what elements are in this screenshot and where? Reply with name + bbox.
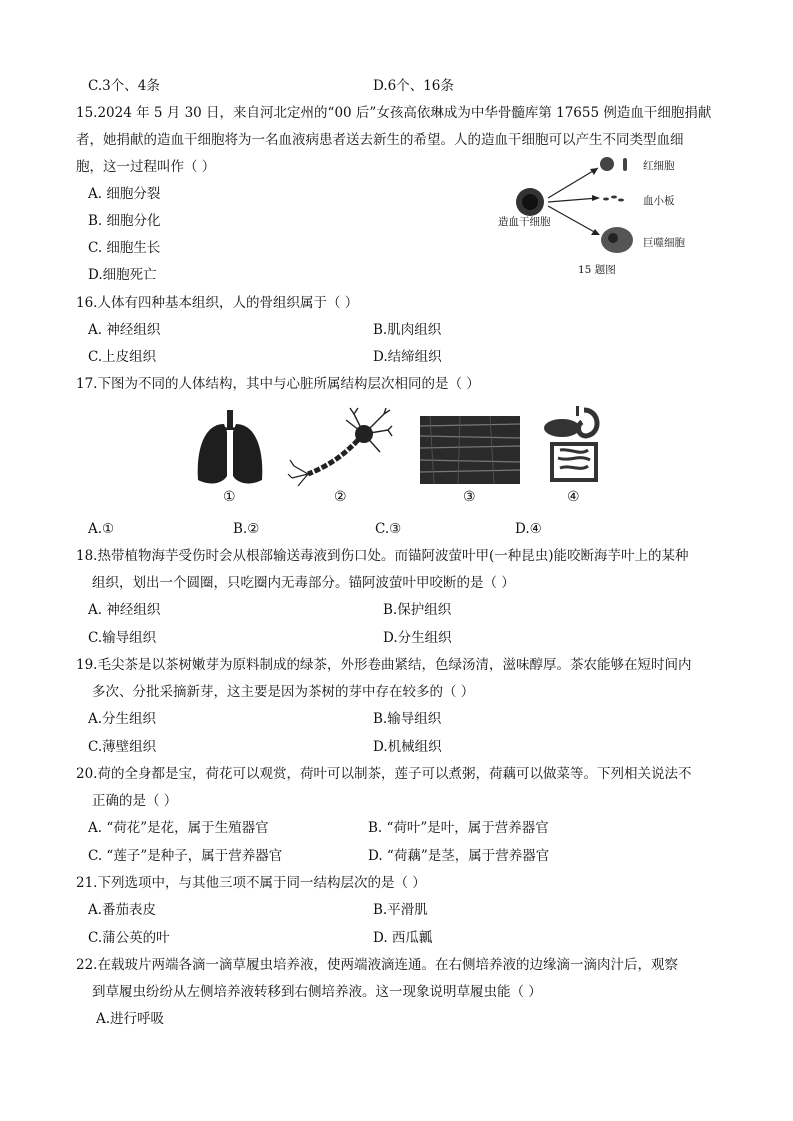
q20-option-b: B. “荷叶”是叶，属于营养器官 bbox=[368, 820, 549, 836]
q15-option-a: A. 细胞分裂 bbox=[88, 186, 161, 202]
q18-option-a: A. 神经组织 bbox=[88, 602, 161, 618]
q18-stem-line2: 组织，划出一个圆圈，只吃圈内无毒部分。锚阿波萤叶甲咬断的是（ ） bbox=[92, 575, 515, 591]
q16-option-c: C.上皮组织 bbox=[88, 349, 157, 365]
q19-option-d: D.机械组织 bbox=[373, 739, 442, 755]
q18-option-b: B.保护组织 bbox=[383, 602, 452, 618]
q14-option-d: D.6个、16条 bbox=[373, 78, 454, 94]
q18-stem-line1: 18.热带植物海芋受伤时会从根部输送毒液到伤口处。而锚阿波萤叶甲(一种昆虫)能咬断海芋叶上的某种 bbox=[76, 548, 689, 564]
q21-option-c: C.蒲公英的叶 bbox=[88, 930, 170, 946]
q19-option-b: B.输导组织 bbox=[373, 711, 442, 727]
q17-caption-3: ③ bbox=[463, 489, 476, 505]
q18-option-d: D.分生组织 bbox=[383, 630, 452, 646]
q16-option-a: A. 神经组织 bbox=[88, 322, 161, 338]
q15-stem-line3: 胞，这一过程叫作（ ） bbox=[76, 159, 216, 175]
q15-figure-label-macrophage: 巨噬细胞 bbox=[643, 237, 685, 249]
q15-option-d: D.细胞死亡 bbox=[88, 267, 157, 283]
platelet-icon bbox=[603, 198, 609, 201]
q17-caption-1: ① bbox=[223, 489, 236, 505]
q17-option-a: A.① bbox=[88, 521, 115, 537]
q20-option-c: C. “莲子”是种子，属于营养器官 bbox=[88, 848, 283, 864]
q20-option-a: A. “荷花”是花，属于生殖器官 bbox=[88, 820, 269, 836]
q17-option-c: C.③ bbox=[375, 521, 402, 537]
q19-stem-line1: 19.毛尖茶是以茶树嫩芽为原料制成的绿茶，外形卷曲紧结，色绿汤清，滋味醇厚。茶农能够在短时间内 bbox=[76, 657, 692, 673]
q15-option-b: B. 细胞分化 bbox=[88, 213, 161, 229]
q20-stem-line2: 正确的是（ ） bbox=[92, 793, 178, 809]
q21-option-a: A.番茄表皮 bbox=[88, 902, 157, 918]
q17-option-d: D.④ bbox=[515, 521, 542, 537]
q16-option-b: B.肌肉组织 bbox=[373, 322, 442, 338]
q16-option-d: D.结缔组织 bbox=[373, 349, 442, 365]
red-blood-cell-icon bbox=[600, 157, 614, 171]
neuron-image bbox=[288, 408, 393, 488]
lungs-image bbox=[194, 410, 266, 485]
q17-caption-2: ② bbox=[334, 489, 347, 505]
q15-stem-line1: 15.2024 年 5 月 30 日，来自河北定州的“00 后”女孩高依琳成为中华骨髓库第 17655 例造血干细胞捐献 bbox=[76, 105, 712, 121]
q17-stem: 17.下图为不同的人体结构，其中与心脏所属结构层次相同的是（ ） bbox=[76, 376, 480, 392]
q17-option-b: B.② bbox=[233, 521, 260, 537]
q22-stem-line1: 22.在载玻片两端各滴一滴草履虫培养液，使两端液滴连通。在右侧培养液的边缘滴一滴肉汁后，观察 bbox=[76, 957, 678, 973]
q21-option-d: D. 西瓜瓤 bbox=[373, 930, 433, 946]
q16-stem: 16.人体有四种基本组织，人的骨组织属于（ ） bbox=[76, 295, 359, 311]
q21-option-b: B.平滑肌 bbox=[373, 902, 428, 918]
q15-figure-label-platelet: 血小板 bbox=[643, 195, 675, 207]
q20-option-d: D. “荷藕”是茎，属于营养器官 bbox=[368, 848, 550, 864]
q15-figure-label-stem: 造血干细胞 bbox=[498, 216, 551, 228]
q21-stem: 21.下列选项中，与其他三项不属于同一结构层次的是（ ） bbox=[76, 875, 426, 891]
q20-stem-line1: 20.荷的全身都是宝，荷花可以观赏，荷叶可以制茶，莲子可以煮粥，荷藕可以做菜等。下列相关说法不 bbox=[76, 766, 692, 782]
q19-stem-line2: 多次、分批采摘新芽，这主要是因为茶树的芽中存在较多的（ ） bbox=[92, 684, 475, 700]
digestive-system-image bbox=[540, 406, 610, 488]
q17-caption-4: ④ bbox=[567, 489, 580, 505]
q15-figure-label-rbc: 红细胞 bbox=[643, 160, 675, 172]
tissue-image bbox=[420, 416, 520, 484]
q19-option-a: A.分生组织 bbox=[88, 711, 157, 727]
q18-option-c: C.输导组织 bbox=[88, 630, 157, 646]
q15-figure-caption: 15 题图 bbox=[578, 264, 616, 276]
q14-option-c: C.3个、4条 bbox=[88, 78, 160, 94]
q22-stem-line2: 到草履虫纷纷从左侧培养液转移到右侧培养液。这一现象说明草履虫能（ ） bbox=[92, 984, 542, 1000]
q15-stem-line2: 者，她捐献的造血干细胞将为一名血液病患者送去新生的希望。人的造血干细胞可以产生不同类型血细 bbox=[76, 132, 684, 148]
q19-option-c: C.薄壁组织 bbox=[88, 739, 157, 755]
q22-option-a: A.进行呼吸 bbox=[96, 1011, 165, 1027]
q15-option-c: C. 细胞生长 bbox=[88, 240, 161, 256]
